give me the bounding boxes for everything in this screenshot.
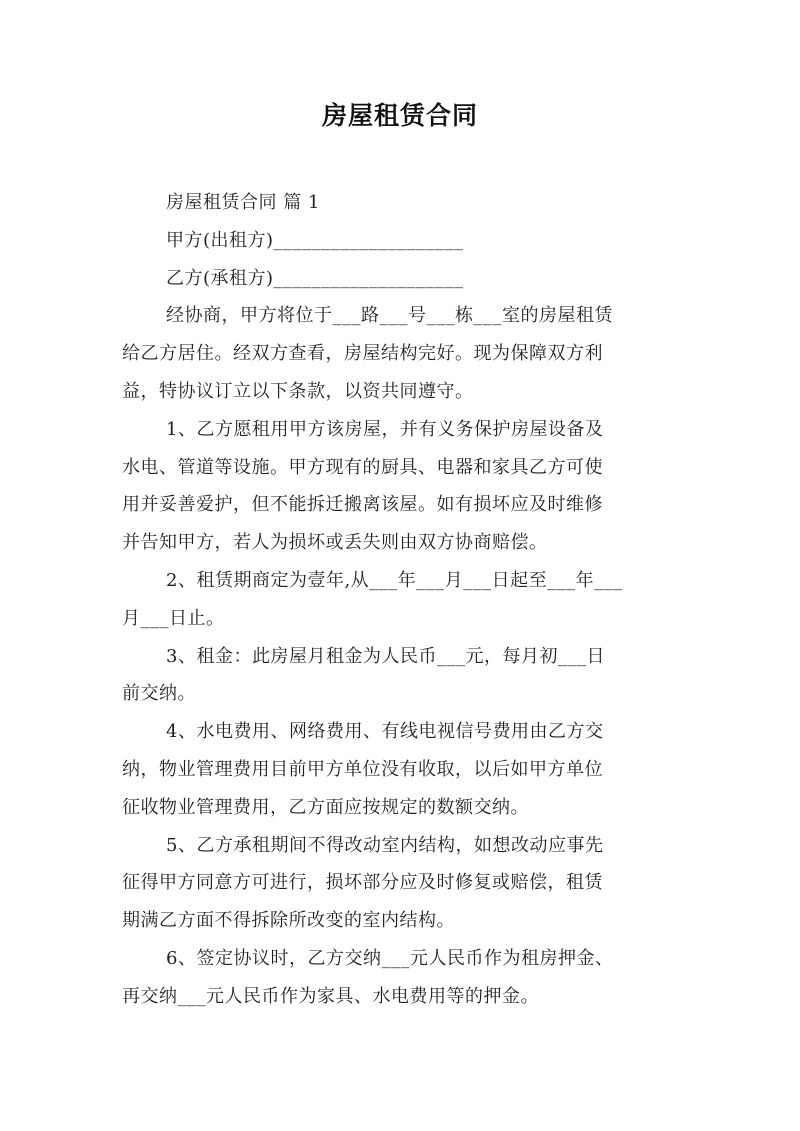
text-line: 给乙方居住。经双方查看，房屋结构完好。现为保障双方利 [122,343,603,365]
text-line: 经协商，甲方将位于___路___号___栋___室的房屋租赁 [166,305,613,327]
text-line: 6、签定协议时，乙方交纳___元人民币作为租房押金、 [166,947,614,969]
text-line: 4、水电费用、网络费用、有线电视信号费用由乙方交 [166,721,604,743]
document-body [122,184,684,1016]
text-line: 月___日止。 [122,607,225,629]
text-line: 房屋租赁合同 篇 1 [166,192,320,213]
text-line: 并告知甲方，若人为损坏或丢失则由双方协商赔偿。 [122,532,548,554]
text-line: 益，特协议订立以下条款，以资共同遵守。 [122,380,474,402]
text-line: 征得甲方同意方可进行，损坏部分应及时修复或赔偿，租赁 [122,872,603,894]
text-line: 甲方(出租方)____________________ [166,229,464,251]
document-title: 房屋租赁合同 [321,101,478,130]
text-line: 2、租赁期商定为壹年,从___年___月___日起至___年___ [166,569,623,591]
text-line: 期满乙方面不得拆除所改变的室内结构。 [122,910,455,932]
text-line: 5、乙方承租期间不得改动室内结构，如想改动应事先 [166,834,604,856]
text-line: 纳，物业管理费用目前甲方单位没有收取，以后如甲方单位 [122,758,603,780]
text-line: 水电、管道等设施。甲方现有的厨具、电器和家具乙方可使 [122,456,603,478]
text-line: 3、租金：此房屋月租金为人民币___元，每月初___日 [166,645,605,667]
text-line: 1、乙方愿租用甲方该房屋，并有义务保护房屋设备及 [166,418,604,440]
text-line: 用并妥善爱护，但不能拆迁搬离该屋。如有损坏应及时维修 [122,494,603,516]
text-line: 乙方(承租方)____________________ [166,267,464,289]
text-line: 再交纳___元人民币作为家具、水电费用等的押金。 [122,985,539,1007]
text-line: 前交纳。 [122,683,196,705]
text-line: 征收物业管理费用，乙方面应按规定的数额交纳。 [122,796,529,818]
